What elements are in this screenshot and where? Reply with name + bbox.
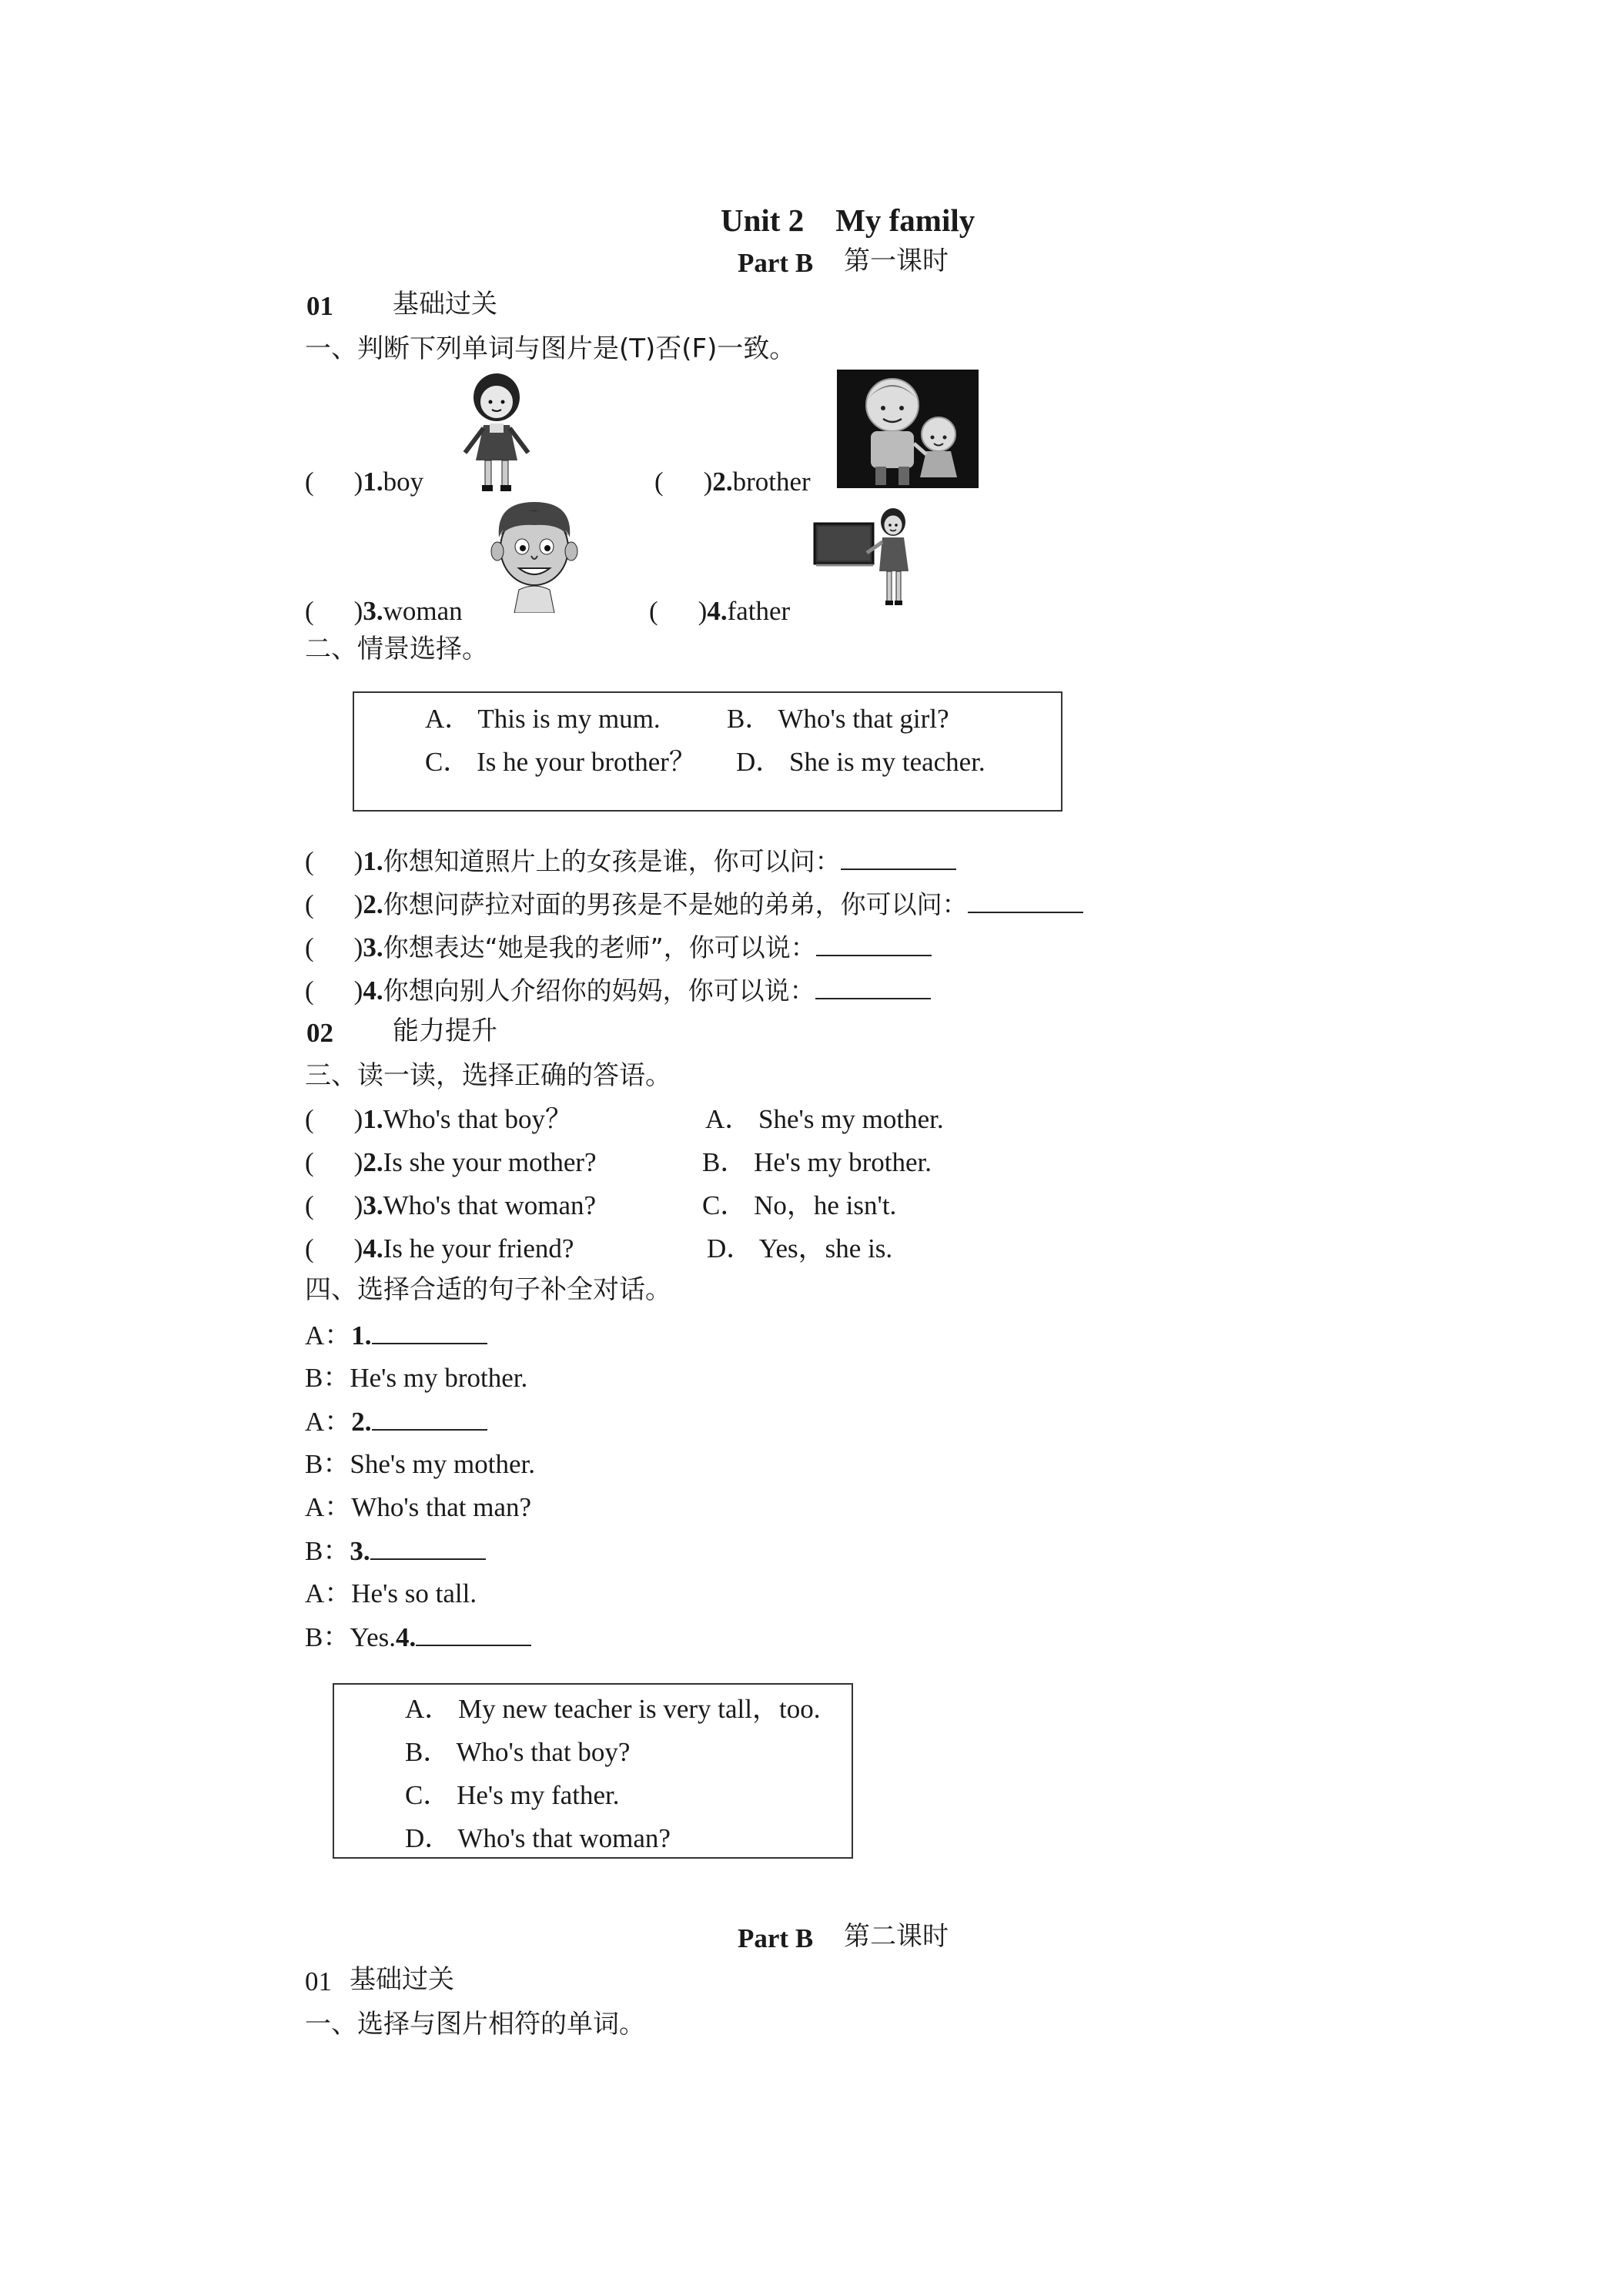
sec2-title: 二、情景选择。 bbox=[305, 634, 488, 664]
dialogue-line-1: A：1. bbox=[305, 1321, 487, 1349]
lesson2-name: 第二课时 bbox=[844, 1921, 949, 1952]
dialogue-line-3: A：2. bbox=[305, 1407, 487, 1435]
section-01-label: 基础过关 bbox=[393, 289, 497, 320]
fill-blank[interactable] bbox=[416, 1623, 531, 1646]
judge-item-4: ( )4.father bbox=[649, 596, 791, 626]
lesson2-basic-number: 01 bbox=[305, 1966, 332, 1996]
match-question-4: ( )4.Is he your friend? bbox=[305, 1233, 574, 1263]
fill-blank[interactable] bbox=[968, 890, 1083, 913]
match-question-1: ( )1.Who's that boy？ bbox=[305, 1104, 573, 1134]
boy-face-picture bbox=[488, 497, 581, 613]
lesson2-part: Part B bbox=[738, 1923, 814, 1953]
fill-blank[interactable] bbox=[816, 933, 932, 956]
section-01-number: 01 bbox=[306, 291, 333, 321]
fill-blank[interactable] bbox=[372, 1407, 487, 1431]
girl-picture bbox=[454, 370, 539, 493]
judge-item-2: ( )2.brother bbox=[654, 467, 811, 497]
lesson2-sec1-title: 一、选择与图片相符的单词。 bbox=[305, 2009, 645, 2040]
scene-item-2: ( )2.你想问萨拉对面的男孩是不是她的弟弟，你可以问： bbox=[305, 890, 1083, 918]
section-02-number: 02 bbox=[306, 1018, 333, 1048]
unit-title: Unit 2 My family bbox=[721, 202, 975, 238]
match-answer-c: C． No，he isn't. bbox=[702, 1190, 897, 1220]
dialogue-line-2: B：He's my brother. bbox=[305, 1363, 528, 1393]
lesson2-basic-label: 基础过关 bbox=[350, 1964, 454, 1995]
match-question-3: ( )3.Who's that woman? bbox=[305, 1190, 597, 1220]
fill-blank[interactable] bbox=[815, 976, 931, 999]
dialogue-line-6: B：3. bbox=[305, 1537, 486, 1565]
scene-option-d: D． She is my teacher. bbox=[736, 747, 986, 777]
dialogue-line-8: B：Yes.4. bbox=[305, 1623, 531, 1651]
scene-option-b: B． Who's that girl? bbox=[727, 704, 949, 734]
boy-and-girl-picture bbox=[837, 370, 979, 488]
scene-item-3: ( )3.你想表达“她是我的老师”，你可以说： bbox=[305, 933, 932, 961]
dialogue-option-d: D． Who's that woman? bbox=[405, 1823, 671, 1853]
scene-item-1: ( )1.你想知道照片上的女孩是谁，你可以问： bbox=[305, 847, 956, 875]
teacher-picture bbox=[813, 505, 916, 613]
dialogue-line-7: A：He's so tall. bbox=[305, 1578, 477, 1608]
scene-option-c: C． Is he your brother？ bbox=[425, 747, 696, 777]
judge-item-1: ( )1.boy bbox=[305, 467, 424, 497]
scene-item-4: ( )4.你想向别人介绍你的妈妈，你可以说： bbox=[305, 976, 931, 1004]
section-02-label: 能力提升 bbox=[393, 1016, 497, 1046]
fill-blank[interactable] bbox=[841, 847, 956, 870]
fill-blank[interactable] bbox=[372, 1321, 487, 1344]
judge-item-3: ( )3.woman bbox=[305, 596, 463, 626]
sec1-title: 一、判断下列单词与图片是(T)否(F)一致。 bbox=[305, 333, 796, 364]
lesson1-part: Part B bbox=[738, 248, 814, 278]
dialogue-option-c: C． He's my father. bbox=[405, 1780, 620, 1810]
lesson1-name: 第一课时 bbox=[844, 246, 949, 276]
dialogue-option-b: B． Who's that boy? bbox=[405, 1737, 631, 1767]
match-answer-d: D． Yes，she is. bbox=[707, 1233, 893, 1263]
match-answer-a: A． She's my mother. bbox=[705, 1104, 944, 1134]
match-question-2: ( )2.Is she your mother? bbox=[305, 1147, 597, 1177]
dialogue-line-4: B：She's my mother. bbox=[305, 1449, 535, 1479]
match-answer-b: B． He's my brother. bbox=[702, 1147, 932, 1177]
sec4-title: 四、选择合适的句子补全对话。 bbox=[305, 1274, 671, 1305]
dialogue-line-5: A：Who's that man? bbox=[305, 1492, 532, 1522]
scene-option-a: A． This is my mum. bbox=[425, 704, 661, 734]
dialogue-option-a: A． My new teacher is very tall，too. bbox=[405, 1694, 821, 1724]
sec3-title: 三、读一读，选择正确的答语。 bbox=[305, 1060, 671, 1091]
fill-blank[interactable] bbox=[370, 1537, 486, 1560]
